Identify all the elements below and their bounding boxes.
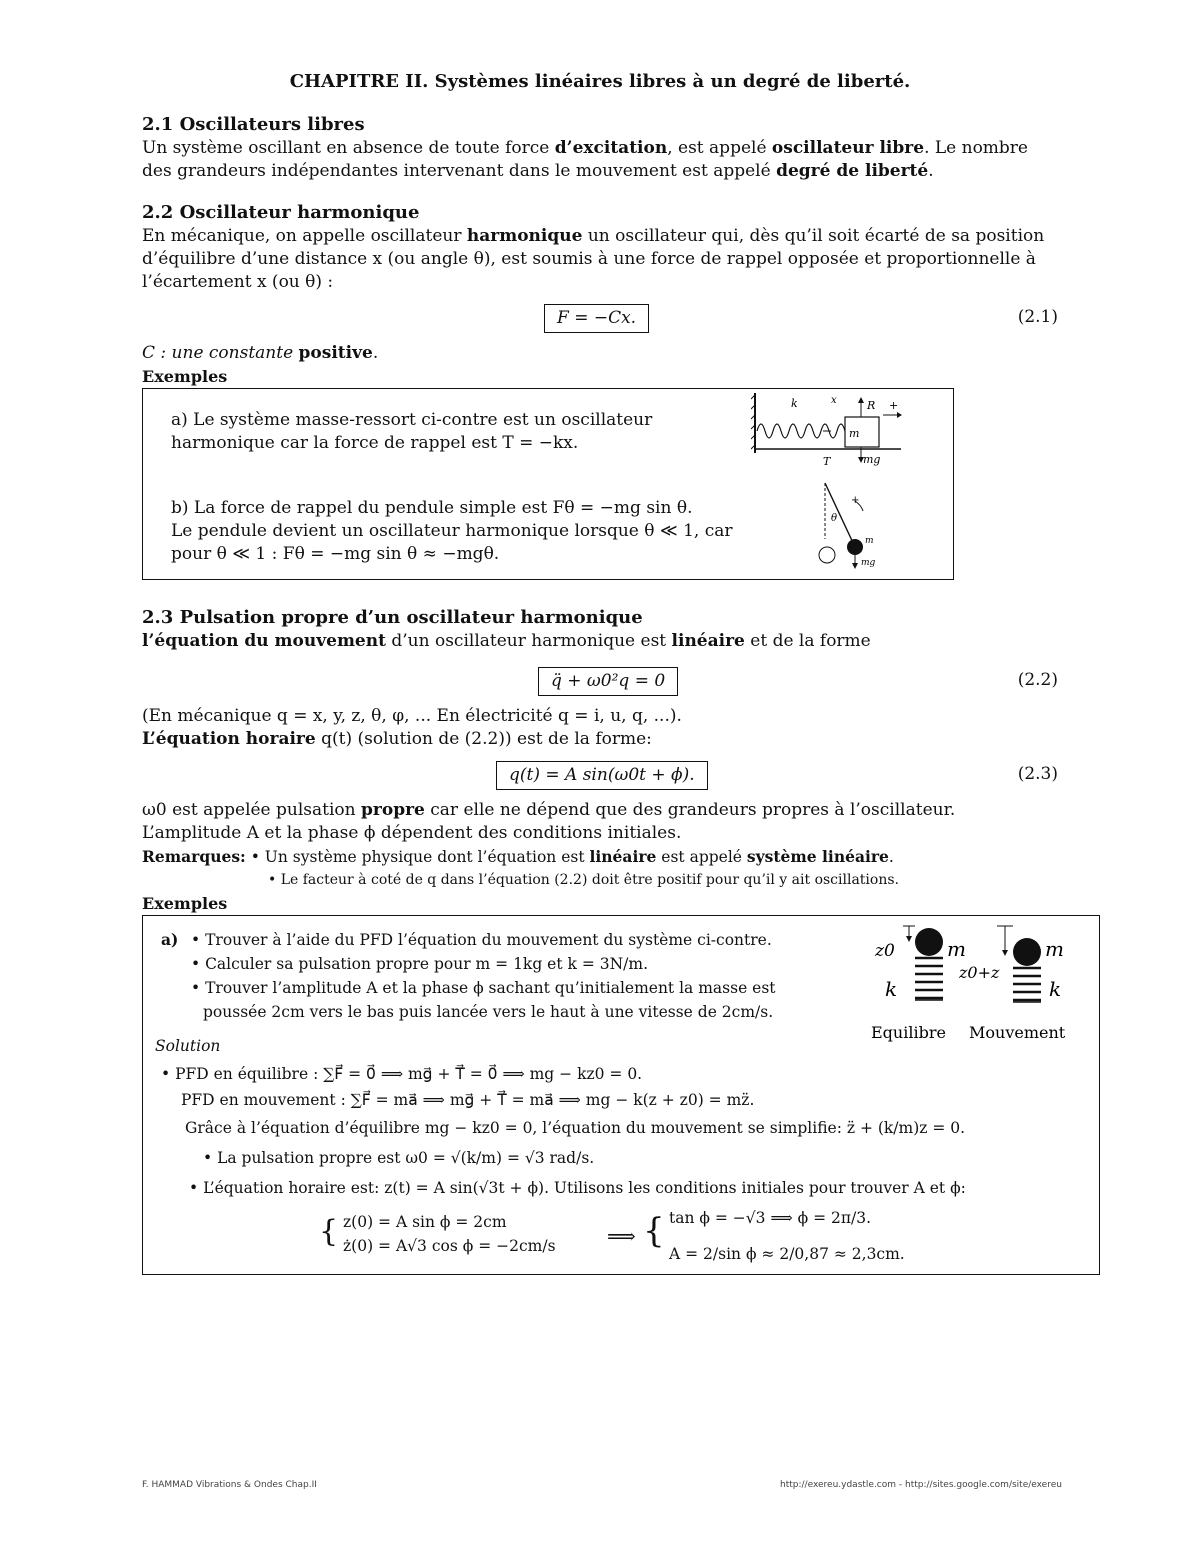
example-a-text: a) Le système masse-ressort ci-contre est un oscillateur harmonique car la force de rappel est T = −kx. [171,410,653,453]
fig-b-m-label: m [865,536,874,546]
examples-label-2: Exemples [142,894,228,913]
fig-c-z0-label: z0 [875,941,895,961]
constant-note: C : une constante positive. [142,343,379,363]
fig-c-k-label: k [885,977,898,1001]
amplitude-note: L’amplitude A et la phase ϕ dépendent des conditions initiales. [142,823,682,843]
fig-b-mg-label: mg [861,558,876,568]
solution-results: tan ϕ = −√3 ⟹ ϕ = 2π/3. A = 2/sin ϕ ≈ 2/0,87 ≈ 2,3cm. [669,1209,905,1263]
system-left-brace: { [319,1214,339,1249]
fig-c-k2-label: k [1049,977,1062,1001]
fig-c-z0z-label: z0+z [959,963,1000,982]
equation-number: (2.2) [1017,670,1058,690]
section-2-2-heading: 2.2 Oscillateur harmonique [142,202,420,223]
remark-1: Remarques: • Un système physique dont l’équation est linéaire est appelé système linéaire. [142,847,894,866]
solution-label: Solution [155,1037,221,1055]
footer-right: http://exereu.ydastle.com - http://sites.google.com/site/exereu [780,1480,1062,1490]
section-2-3-intro: l’équation du mouvement d’un oscillateur harmonique est linéaire et de la forme [142,631,871,651]
fig-a-mg-label: mg [863,453,881,466]
fig-a-k-label: k [791,397,798,410]
chapter-title: CHAPITRE II. Systèmes linéaires libres à un degré de liberté. [289,71,911,92]
fig-a-m-label: m [849,427,860,440]
page-content [142,70,1066,1275]
solution-body: • PFD en équilibre : ∑F⃗ = 0⃗ ⟹ mg⃗ + T⃗ = 0⃗ ⟹ mg − kz0 = 0. PFD en mouvement : ∑F⃗ = ma⃗ ⟹ mg⃗ + T⃗ = ma⃗ ⟹ mg − k(z + z0) = mz̈. Grâce à l’équation d’équilibre mg − kz0 = 0, l’équation du mouvement se simplifie: z̈ + (k/m)z = 0. • La pulsation propre est ω0 = √(k/m) = √3 rad/s. • L’équation horaire est: z(t) = A sin(√3t + ϕ). Utilisons les conditions initiales pour trouver A et ϕ: [161,1065,966,1197]
example-b-text: b) La force de rappel du pendule simple est Fθ = −mg sin θ. Le pendule devient un oscillateur harmonique lorsque θ ≪ 1, car pour θ ≪ 1 : Fθ = −mg sin θ ≈ −mgθ. [171,498,733,564]
omega-definition: ω0 est appelée pulsation propre car elle ne dépend que des grandeurs propres à l’oscillateur. [142,800,956,820]
equation-box: F = −Cx. [544,304,649,333]
implies-symbol: ⟹ [607,1224,636,1248]
vertical-spring-figure [869,922,1097,1042]
equation-2-1 [142,302,1058,336]
initial-conditions: z(0) = A sin ϕ = 2cm ż(0) = A√3 cos ϕ = −2cm/s [343,1213,556,1255]
equation-2-3 [142,759,1058,793]
equation-number: (2.1) [1017,307,1058,327]
mass-spring-figure [751,389,911,469]
fig-a-plus-label: + [889,399,899,412]
examples-box-2 [142,915,1100,1275]
fig-c-mouvement-label: Mouvement [969,1023,1066,1042]
equation-box: q(t) = A sin(ω0t + ϕ). [496,761,708,790]
equation-2-2 [142,665,1058,699]
examples-box-1 [142,388,954,580]
section-2-1-heading: 2.1 Oscillateurs libres [142,114,365,135]
fig-b-plus-label: + [851,495,860,506]
section-2-3-heading: 2.3 Pulsation propre d’un oscillateur harmonique [142,607,643,628]
fig-c-m-label: m [947,937,966,961]
equation-number: (2.3) [1017,764,1058,784]
fig-c-equilibre-label: Equilibre [871,1023,946,1042]
system-right-brace: { [643,1211,665,1251]
time-equation-line: L’équation horaire q(t) (solution de (2.2)) est de la forme: [142,729,652,749]
exercise-questions: • Trouver à l’aide du PFD l’équation du mouvement du système ci-contre. • Calculer sa pulsation propre pour m = 1kg et k = 3N/m. • Trouver l’amplitude A et la phase ϕ sachant qu’initialement la masse est poussée 2cm vers le bas puis lancée vers le haut à une vitesse de 2cm/s. [191,931,776,1021]
remark-2: • Le facteur à coté de q dans l’équation (2.2) doit être positif pour qu’il y ait oscillations. [268,872,899,888]
pendulum-figure [815,479,895,574]
fig-a-r-label: R [867,399,876,412]
footer-left: F. HAMMAD Vibrations & Ondes Chap.II [142,1480,317,1490]
fig-b-theta-label: θ [831,513,838,524]
fig-a-t-label: T [823,455,831,468]
section-2-2-text: En mécanique, on appelle oscillateur harmonique un oscillateur qui, dès qu’il soit écarté de sa position d’équilibre d’une distance x (ou angle θ), est soumis à une force de rappel opposée et proportionnelle à l’écartement x (ou θ) : [142,226,1045,292]
variable-examples: (En mécanique q = x, y, z, θ, φ, ... En électricité q = i, u, q, ...). [142,706,682,726]
section-2-1-text: Un système oscillant en absence de toute force d’excitation, est appelé oscillateur libre. Le nombre des grandeurs indépendantes intervenant dans le mouvement est appelé degré de liberté. [142,138,1028,181]
exercise-label: a) [161,930,179,949]
fig-c-m2-label: m [1045,937,1064,961]
fig-a-x-label: x [831,395,837,406]
equation-box: q̈ + ω0²q = 0 [538,667,678,696]
examples-label: Exemples [142,367,228,386]
